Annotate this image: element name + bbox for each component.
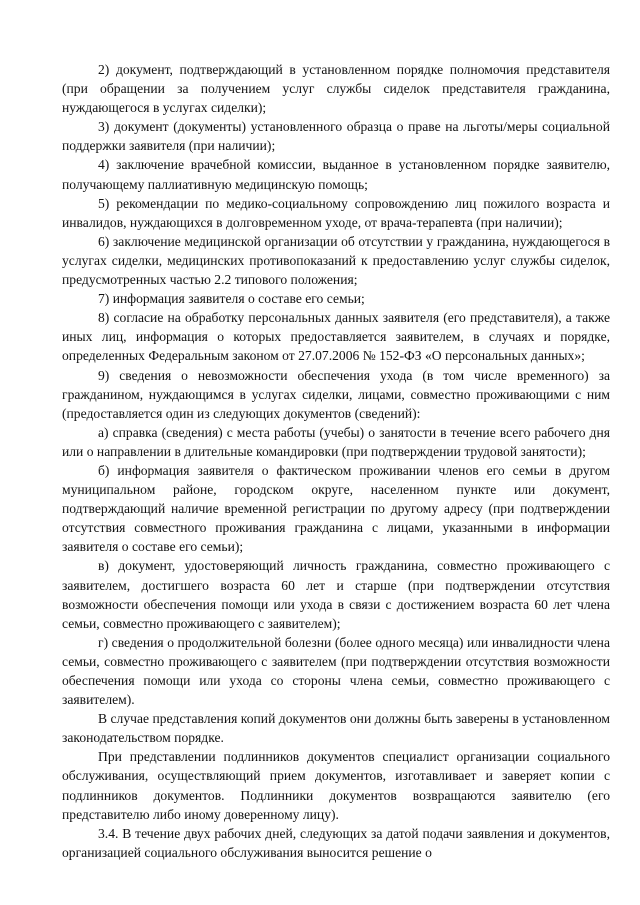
paragraph-item-2-representative-authority: 2) документ, подтверждающий в установленном порядке полномочия представителя (при обращении за получением услуг службы сиделок представителя гражданина, нуждающегося в услугах сиделки); — [62, 62, 610, 116]
paragraph-item-7-family-info: 7) информация заявителя о составе его семьи; — [98, 291, 365, 307]
paragraph-subitem-a-employment: а) справка (сведения) с места работы (учебы) о занятости в течение всего рабочего дня или о направлении в длительные командировки (при подтверждении трудовой занятости); — [62, 424, 610, 459]
paragraph-item-8-personal-data-consent: 8) согласие на обработку персональных данных заявителя (его представителя), а также иных лиц, информация о которых предоставляется заявителем, в случаях и порядке, определенных Федеральным законом от 27.07.2006 № 152-ФЗ «О персональных данных»; — [62, 310, 610, 364]
paragraph-subitem-v-age: в) документ, удостоверяющий личность гражданина, совместно проживающего с заявителем, достигшего возраста 60 лет и старше (при подтверждении отсутствия возможности обеспечения помощи или ухода в связи с достижением возраста 60 лет члена семьи, совместно проживающего с заявителем); — [62, 558, 610, 631]
paragraph-item-3-benefits-document: 3) документ (документы) установленного образца о праве на льготы/меры социальной поддержки заявителя (при наличии); — [62, 119, 610, 154]
paragraph-originals-handling: При представлении подлинников документов специалист организации социального обслуживания, осуществляющий прием документов, изготавливает и заверяет копии с подлинников документов. Подлинники документов возвращаются заявителю (его представителю либо иному доверенному лицу). — [62, 749, 610, 822]
paragraph-item-5-recommendations: 5) рекомендации по медико-социальному сопровождению лиц пожилого возраста и инвалидов, нуждающихся в долговременном уходе, от врача-терапевта (при наличии); — [62, 195, 610, 230]
paragraph-subitem-b-residence: б) информация заявителя о фактическом проживании членов его семьи в другом муниципальном районе, городском округе, населенном пункте или документ, подтверждающий наличие временной регистрации по другому адресу (при подтверждении отсутствия совместного проживания гражданина с лицами, указанными в информации заявителя о составе его семьи); — [62, 462, 610, 555]
paragraph-item-4-medical-commission: 4) заключение врачебной комиссии, выданное в установленном порядке заявителю, получающему паллиативную медицинскую помощь; — [62, 157, 610, 192]
document-page — [62, 60, 610, 862]
paragraph-item-9-care-impossibility: 9) сведения о невозможности обеспечения ухода (в том числе временного) за гражданином, нуждающимся в услугах сиделки, лицами, совместно проживающими с ним (предоставляется один из следующих документов (сведений): — [62, 367, 610, 421]
paragraph-subitem-g-illness: г) сведения о продолжительной болезни (более одного месяца) или инвалидности члена семьи, совместно проживающего с заявителем (при подтверждении отсутствия возможности обеспечения помощи или ухода со стороны члена семьи, совместно проживающего с заявителем). — [62, 634, 610, 708]
paragraph-copies-certification: В случае представления копий документов они должны быть заверены в установленном законодательством порядке. — [62, 711, 610, 746]
paragraph-3-4-decision: 3.4. В течение двух рабочих дней, следующих за датой подачи заявления и документов, организацией социального обслуживания выносится решение о — [62, 825, 610, 860]
paragraph-item-6-medical-conclusion: 6) заключение медицинской организации об отсутствии у гражданина, нуждающегося в услугах сиделки, медицинских противопоказаний к предоставлению услуг службы сиделок, предусмотренных частью 2.2 типового положения; — [62, 233, 610, 288]
